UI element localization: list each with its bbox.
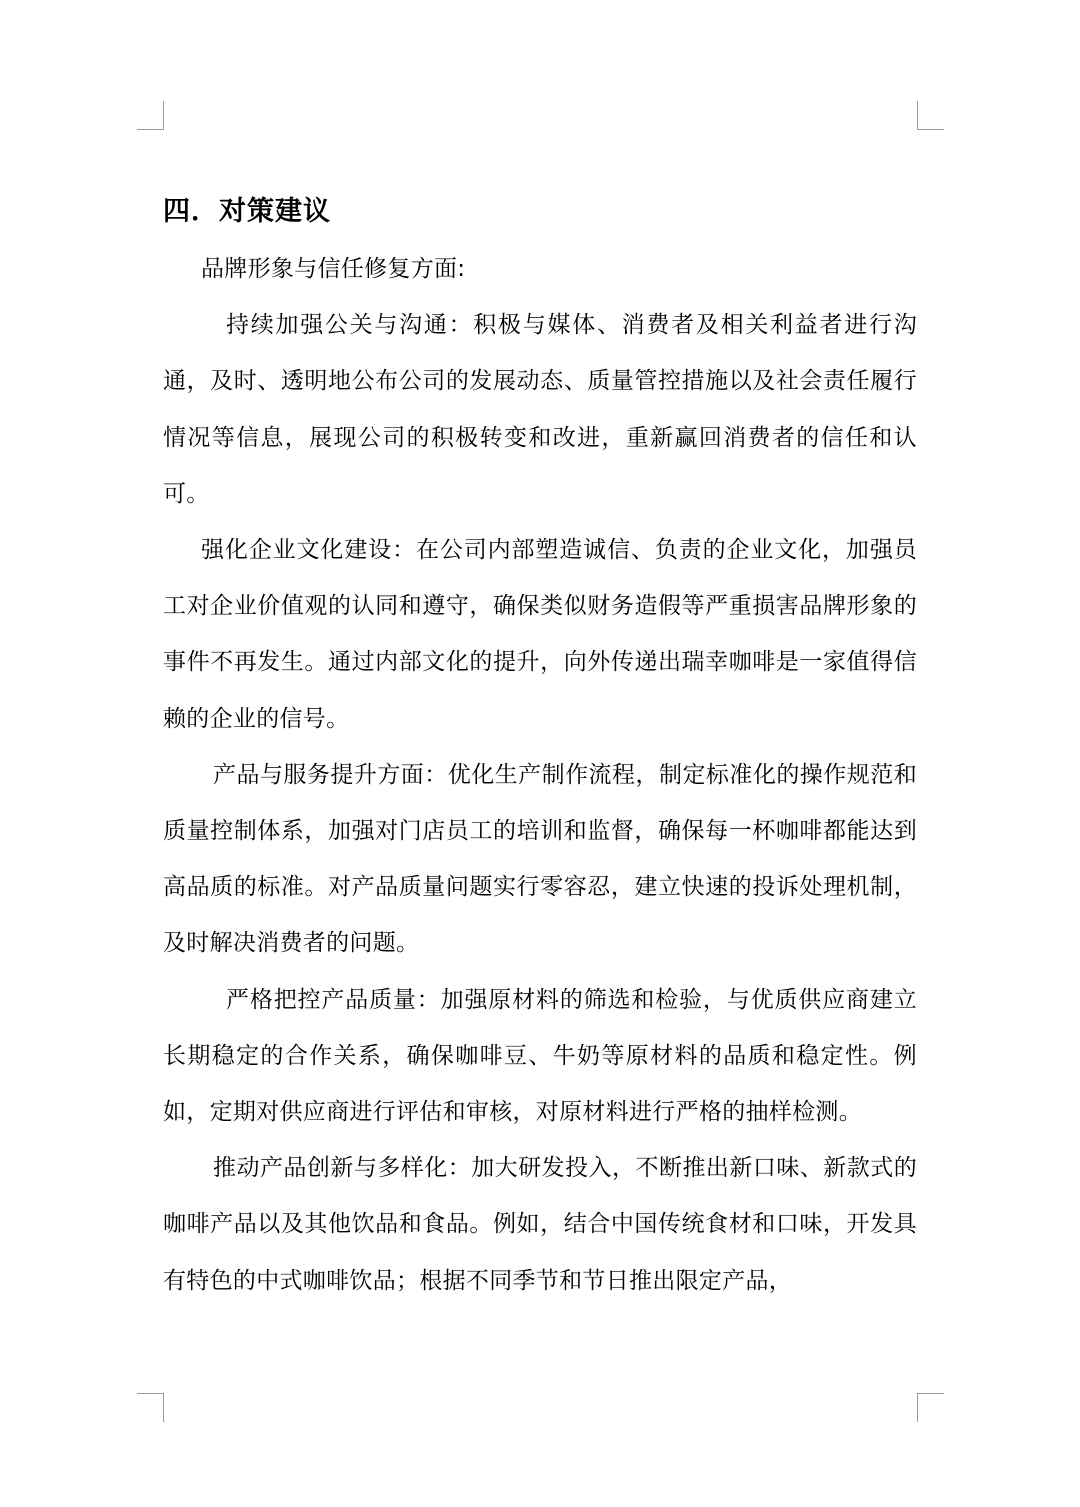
paragraph-brand-trust: 品牌形象与信任修复方面: <box>201 256 466 282</box>
section-heading: 四．对策建议 <box>163 196 331 227</box>
paragraph-quality-control: 严格把控产品质量：加强原材料的筛选和检验，与优质供应商建立长期稳定的合作关系，确保咖啡豆、牛奶等原材料的品质和稳定性。例如，定期对供应商进行评估和审核，对原材料进行严格的抽样检测。 <box>163 986 917 1126</box>
page-corner-mark-top-right <box>917 101 944 130</box>
paragraph-pr-communication: 持续加强公关与沟通：积极与媒体、消费者及相关利益者进行沟通，及时、透明地公布公司的发展动态、质量管控措施以及社会责任履行情况等信息，展现公司的积极转变和改进，重新赢回消费者的信任和认可。 <box>163 312 917 507</box>
paragraph-corporate-culture: 强化企业文化建设：在公司内部塑造诚信、负责的企业文化，加强员工对企业价值观的认同和遵守，确保类似财务造假等严重损害品牌形象的事件不再发生。通过内部文化的提升，向外传递出瑞幸咖啡是一家值得信赖的企业的信号。 <box>163 537 917 732</box>
page-corner-mark-bottom-left <box>137 1393 164 1422</box>
paragraph-product-innovation: 推动产品创新与多样化：加大研发投入，不断推出新口味、新款式的咖啡产品以及其他饮品和食品。例如，结合中国传统食材和口味，开发具有特色的中式咖啡饮品；根据不同季节和节日推出限定产品， <box>163 1155 917 1294</box>
document-body <box>163 186 917 1309</box>
paragraph-product-service: 产品与服务提升方面：优化生产制作流程，制定标准化的操作规范和质量控制体系，加强对门店员工的培训和监督，确保每一杯咖啡都能达到高品质的标准。对产品质量问题实行零容忍，建立快速的投诉处理机制，及时解决消费者的问题。 <box>163 761 917 957</box>
page-corner-mark-top-left <box>137 101 164 130</box>
page-corner-mark-bottom-right <box>917 1393 944 1422</box>
